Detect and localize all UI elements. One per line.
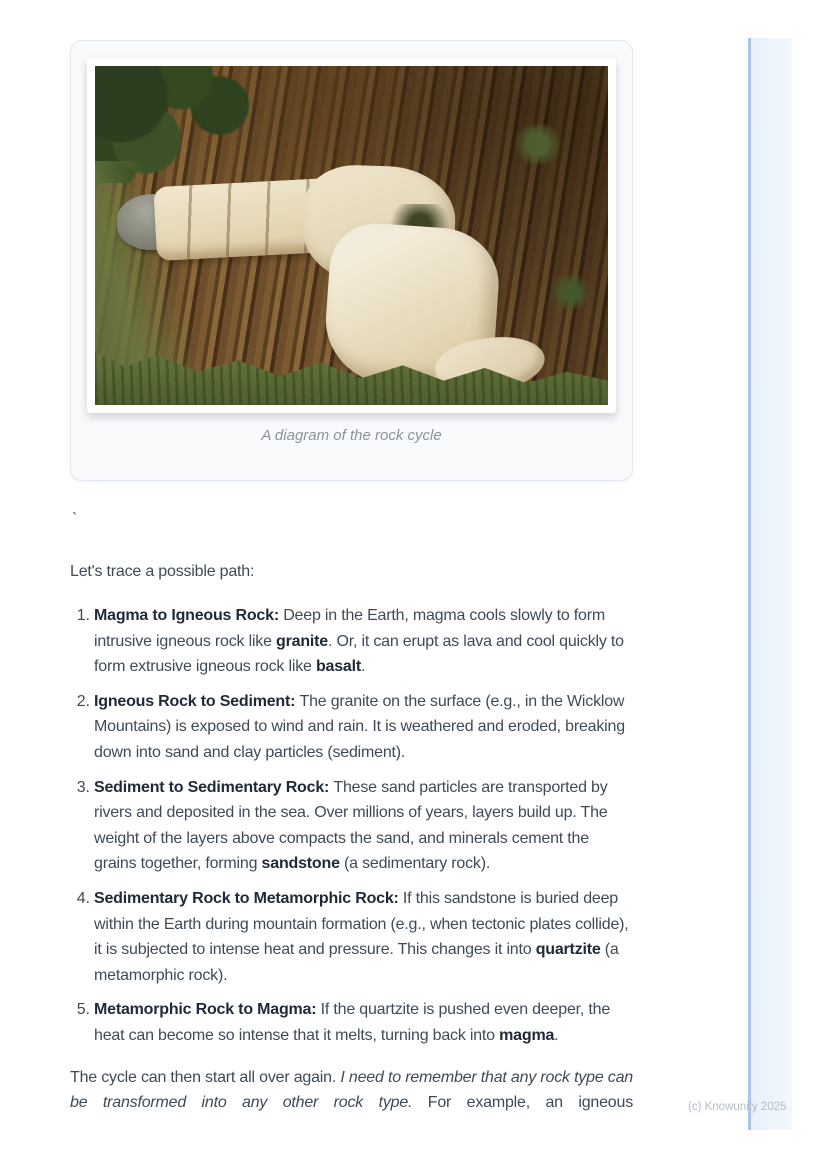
text-segment: Deep in the Earth, magma cools slowly to form intrusive igneous rock like <box>94 607 606 650</box>
figure-caption: A diagram of the rock cycle <box>261 427 442 444</box>
copyright-watermark: (c) Knowunity 2025 <box>688 1101 787 1113</box>
text-segment: basalt <box>315 658 361 676</box>
text-segment: If this sandstone is buried deep within the Earth during mountain formation (e.g., when tectonic plates collide), it is subjected to intense heat and pressure. This changes it into <box>94 889 629 959</box>
note-page-content <box>70 40 633 1116</box>
rock-cycle-list <box>70 603 633 1049</box>
rock-outcrop-photo <box>95 66 608 405</box>
text-segment: . <box>554 1026 559 1044</box>
text-segment: If the quartzite is pushed even deeper, the heat can become so intense that it melts, turning back into <box>94 1001 611 1044</box>
text-segment: . Or, it can erupt as lava and cool quickly to form extrusive igneous rock like <box>94 632 624 676</box>
list-item <box>94 997 633 1048</box>
list-item <box>94 775 633 877</box>
text-segment: . <box>360 658 366 676</box>
text-segment: These sand particles are transported by rivers and deposited in the sea. Over millions of years, layers build up. The weight of the layers above compacts the sand, and minerals cement the grains together, forming <box>94 778 608 873</box>
text-segment: Igneous Rock to Sediment: <box>94 692 300 710</box>
text-segment: (a metamorphic rock). <box>94 941 619 984</box>
text-segment: I need to remember that any rock type can be transformed into any other rock type. <box>70 1068 633 1112</box>
text-segment: For example, an igneous <box>412 1094 633 1112</box>
text-segment: magma <box>499 1026 555 1044</box>
text-segment: Metamorphic Rock to Magma: <box>94 1001 321 1019</box>
intro-text: Let's trace a possible path: <box>70 563 255 580</box>
text-segment: The granite on the surface (e.g., in the Wicklow Mountains) is exposed to wind and rain. It is weathered and eroded, breaking down into sand and clay particles (sediment). <box>94 692 625 761</box>
text-segment: sandstone <box>261 855 340 873</box>
text-segment: Sediment to Sedimentary Rock: <box>94 778 334 796</box>
text-segment: Sedimentary Rock to Metamorphic Rock: <box>94 889 403 907</box>
photo-frame <box>87 58 616 413</box>
list-item <box>94 689 633 766</box>
stray-backtick: ` <box>72 511 78 528</box>
text-segment: The cycle can then start all over again. <box>70 1068 341 1086</box>
closing-paragraph <box>70 1065 633 1116</box>
photo-art-bush <box>547 274 593 310</box>
text-segment: quartzite <box>535 941 601 959</box>
text-segment: (a sedimentary rock). <box>339 855 491 873</box>
text-segment: Magma to Igneous Rock: <box>94 607 284 624</box>
text-segment: granite <box>276 632 328 650</box>
photo-art-bush <box>511 124 565 164</box>
next-page-edge[interactable] <box>748 38 792 1130</box>
figure-card <box>70 40 633 481</box>
list-item <box>94 886 633 988</box>
list-item <box>94 603 633 680</box>
